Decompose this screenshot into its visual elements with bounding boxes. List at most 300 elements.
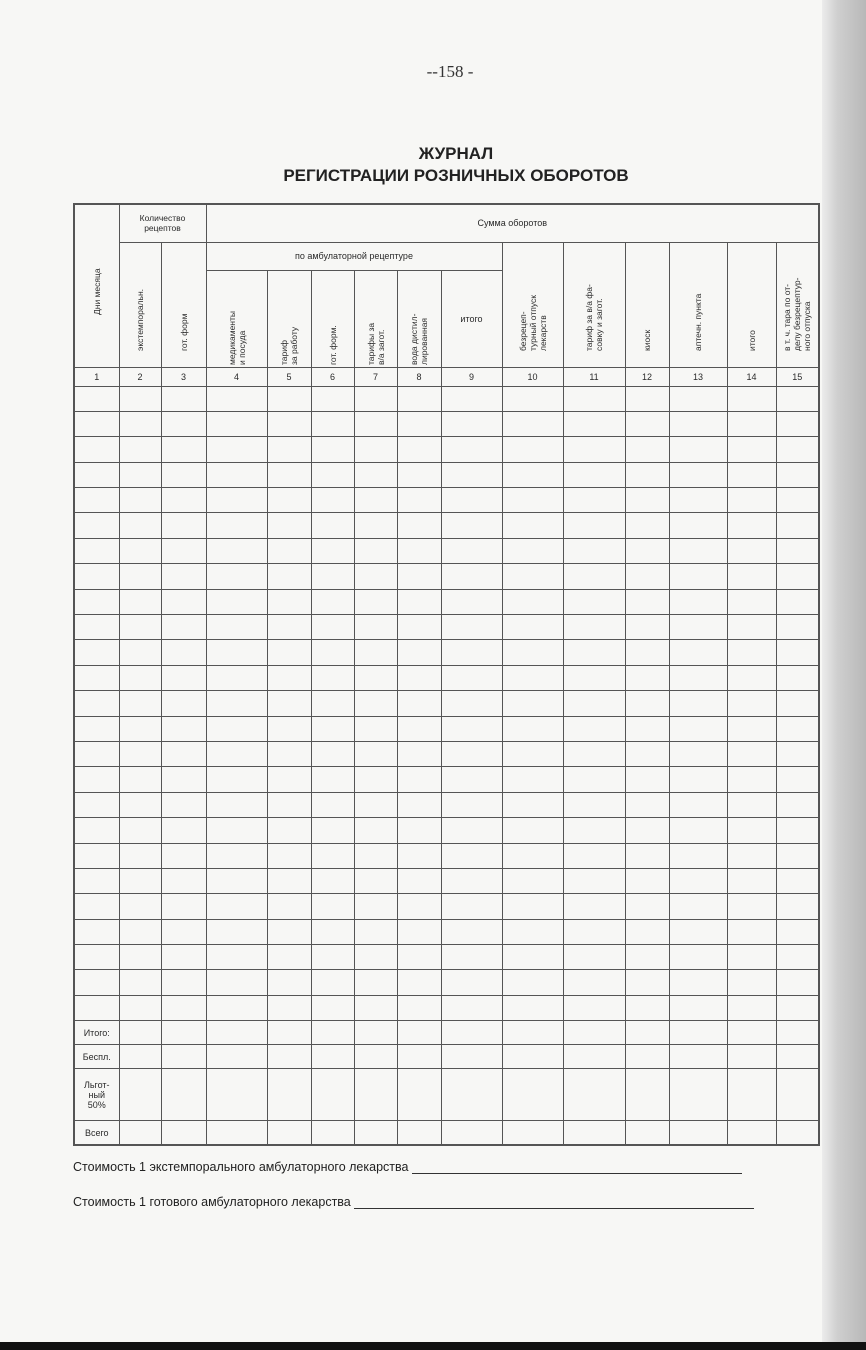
empty-cell[interactable] (267, 462, 311, 487)
empty-cell[interactable] (669, 716, 727, 741)
empty-cell[interactable] (119, 995, 161, 1020)
empty-cell[interactable] (206, 970, 267, 995)
empty-cell[interactable] (669, 564, 727, 589)
empty-cell[interactable] (267, 589, 311, 614)
empty-cell[interactable] (397, 564, 441, 589)
empty-cell[interactable] (311, 792, 354, 817)
empty-cell[interactable] (161, 564, 206, 589)
empty-cell[interactable] (563, 462, 625, 487)
empty-cell[interactable] (776, 386, 819, 411)
empty-cell[interactable] (397, 665, 441, 690)
empty-cell[interactable] (397, 767, 441, 792)
empty-cell[interactable] (74, 513, 119, 538)
empty-cell[interactable] (397, 488, 441, 513)
empty-cell[interactable] (625, 970, 669, 995)
empty-cell[interactable] (119, 767, 161, 792)
empty-cell[interactable] (161, 640, 206, 665)
empty-cell[interactable] (563, 615, 625, 640)
empty-cell[interactable] (74, 767, 119, 792)
empty-cell[interactable] (441, 894, 502, 919)
empty-cell[interactable] (354, 995, 397, 1020)
empty-cell[interactable] (354, 437, 397, 462)
empty-cell[interactable] (669, 386, 727, 411)
empty-cell[interactable] (397, 995, 441, 1020)
empty-cell[interactable] (354, 488, 397, 513)
empty-cell[interactable] (74, 894, 119, 919)
empty-cell[interactable] (206, 640, 267, 665)
empty-cell[interactable] (441, 462, 502, 487)
empty-cell[interactable] (776, 818, 819, 843)
empty-cell[interactable] (311, 538, 354, 563)
empty-cell[interactable] (354, 691, 397, 716)
empty-cell[interactable] (354, 462, 397, 487)
empty-cell[interactable] (267, 741, 311, 766)
empty-cell[interactable] (206, 995, 267, 1020)
empty-cell[interactable] (119, 437, 161, 462)
empty-cell[interactable] (74, 411, 119, 436)
empty-cell[interactable] (625, 741, 669, 766)
empty-cell[interactable] (441, 615, 502, 640)
empty-cell[interactable] (311, 995, 354, 1020)
empty-cell[interactable] (206, 386, 267, 411)
empty-cell[interactable] (354, 665, 397, 690)
empty-cell[interactable] (727, 513, 776, 538)
empty-cell[interactable] (206, 716, 267, 741)
empty-cell[interactable] (669, 538, 727, 563)
empty-cell[interactable] (502, 538, 563, 563)
empty-cell[interactable] (563, 411, 625, 436)
empty-cell[interactable] (669, 970, 727, 995)
empty-cell[interactable] (776, 488, 819, 513)
empty-cell[interactable] (502, 462, 563, 487)
empty-cell[interactable] (669, 792, 727, 817)
empty-cell[interactable] (727, 691, 776, 716)
empty-cell[interactable] (776, 437, 819, 462)
empty-cell[interactable] (161, 843, 206, 868)
empty-cell[interactable] (206, 437, 267, 462)
empty-cell[interactable] (354, 945, 397, 970)
empty-cell[interactable] (397, 640, 441, 665)
empty-cell[interactable] (727, 386, 776, 411)
empty-cell[interactable] (669, 411, 727, 436)
empty-cell[interactable] (502, 513, 563, 538)
empty-cell[interactable] (161, 386, 206, 411)
empty-cell[interactable] (727, 564, 776, 589)
empty-cell[interactable] (267, 640, 311, 665)
empty-cell[interactable] (354, 818, 397, 843)
empty-cell[interactable] (727, 741, 776, 766)
empty-cell[interactable] (119, 716, 161, 741)
empty-cell[interactable] (354, 640, 397, 665)
empty-cell[interactable] (625, 894, 669, 919)
empty-cell[interactable] (354, 767, 397, 792)
empty-cell[interactable] (206, 894, 267, 919)
empty-cell[interactable] (669, 589, 727, 614)
empty-cell[interactable] (311, 640, 354, 665)
empty-cell[interactable] (625, 716, 669, 741)
empty-cell[interactable] (397, 615, 441, 640)
empty-cell[interactable] (441, 767, 502, 792)
empty-cell[interactable] (776, 945, 819, 970)
empty-cell[interactable] (502, 818, 563, 843)
empty-cell[interactable] (727, 716, 776, 741)
empty-cell[interactable] (502, 640, 563, 665)
empty-cell[interactable] (119, 615, 161, 640)
empty-cell[interactable] (563, 995, 625, 1020)
empty-cell[interactable] (776, 615, 819, 640)
empty-cell[interactable] (563, 919, 625, 944)
empty-cell[interactable] (119, 386, 161, 411)
empty-cell[interactable] (119, 665, 161, 690)
empty-cell[interactable] (502, 615, 563, 640)
empty-cell[interactable] (727, 945, 776, 970)
empty-cell[interactable] (625, 513, 669, 538)
empty-cell[interactable] (776, 995, 819, 1020)
empty-cell[interactable] (206, 488, 267, 513)
empty-cell[interactable] (74, 437, 119, 462)
empty-cell[interactable] (119, 741, 161, 766)
empty-cell[interactable] (776, 716, 819, 741)
empty-cell[interactable] (74, 691, 119, 716)
empty-cell[interactable] (74, 462, 119, 487)
empty-cell[interactable] (563, 767, 625, 792)
empty-cell[interactable] (669, 868, 727, 893)
empty-cell[interactable] (776, 868, 819, 893)
empty-cell[interactable] (206, 411, 267, 436)
empty-cell[interactable] (776, 640, 819, 665)
empty-cell[interactable] (669, 919, 727, 944)
empty-cell[interactable] (354, 868, 397, 893)
empty-cell[interactable] (441, 437, 502, 462)
empty-cell[interactable] (625, 589, 669, 614)
empty-cell[interactable] (563, 792, 625, 817)
empty-cell[interactable] (441, 843, 502, 868)
empty-cell[interactable] (563, 513, 625, 538)
empty-cell[interactable] (727, 462, 776, 487)
empty-cell[interactable] (206, 564, 267, 589)
empty-cell[interactable] (669, 741, 727, 766)
empty-cell[interactable] (727, 488, 776, 513)
empty-cell[interactable] (119, 589, 161, 614)
empty-cell[interactable] (669, 843, 727, 868)
empty-cell[interactable] (267, 945, 311, 970)
empty-cell[interactable] (625, 945, 669, 970)
empty-cell[interactable] (441, 386, 502, 411)
empty-cell[interactable] (354, 513, 397, 538)
empty-cell[interactable] (625, 615, 669, 640)
empty-cell[interactable] (441, 919, 502, 944)
empty-cell[interactable] (669, 437, 727, 462)
empty-cell[interactable] (441, 970, 502, 995)
empty-cell[interactable] (727, 615, 776, 640)
empty-cell[interactable] (502, 437, 563, 462)
empty-cell[interactable] (776, 513, 819, 538)
empty-cell[interactable] (311, 564, 354, 589)
empty-cell[interactable] (502, 843, 563, 868)
empty-cell[interactable] (161, 488, 206, 513)
empty-cell[interactable] (776, 589, 819, 614)
empty-cell[interactable] (354, 792, 397, 817)
empty-cell[interactable] (267, 843, 311, 868)
empty-cell[interactable] (161, 513, 206, 538)
empty-cell[interactable] (441, 640, 502, 665)
empty-cell[interactable] (311, 818, 354, 843)
empty-cell[interactable] (311, 868, 354, 893)
empty-cell[interactable] (441, 538, 502, 563)
empty-cell[interactable] (267, 716, 311, 741)
empty-cell[interactable] (776, 767, 819, 792)
empty-cell[interactable] (397, 691, 441, 716)
empty-cell[interactable] (669, 894, 727, 919)
empty-cell[interactable] (625, 792, 669, 817)
empty-cell[interactable] (441, 818, 502, 843)
empty-cell[interactable] (354, 589, 397, 614)
empty-cell[interactable] (625, 995, 669, 1020)
empty-cell[interactable] (354, 894, 397, 919)
empty-cell[interactable] (441, 513, 502, 538)
empty-cell[interactable] (502, 589, 563, 614)
empty-cell[interactable] (74, 564, 119, 589)
empty-cell[interactable] (74, 589, 119, 614)
empty-cell[interactable] (563, 538, 625, 563)
empty-cell[interactable] (119, 945, 161, 970)
empty-cell[interactable] (311, 691, 354, 716)
empty-cell[interactable] (625, 462, 669, 487)
empty-cell[interactable] (119, 513, 161, 538)
fill-in-line[interactable] (412, 1161, 742, 1174)
empty-cell[interactable] (119, 843, 161, 868)
empty-cell[interactable] (311, 919, 354, 944)
empty-cell[interactable] (397, 919, 441, 944)
empty-cell[interactable] (161, 411, 206, 436)
empty-cell[interactable] (563, 386, 625, 411)
empty-cell[interactable] (267, 691, 311, 716)
empty-cell[interactable] (441, 411, 502, 436)
empty-cell[interactable] (727, 665, 776, 690)
empty-cell[interactable] (397, 513, 441, 538)
empty-cell[interactable] (311, 488, 354, 513)
empty-cell[interactable] (441, 665, 502, 690)
empty-cell[interactable] (267, 767, 311, 792)
empty-cell[interactable] (267, 615, 311, 640)
empty-cell[interactable] (74, 970, 119, 995)
empty-cell[interactable] (311, 970, 354, 995)
empty-cell[interactable] (74, 640, 119, 665)
empty-cell[interactable] (161, 818, 206, 843)
empty-cell[interactable] (311, 767, 354, 792)
empty-cell[interactable] (727, 919, 776, 944)
empty-cell[interactable] (625, 767, 669, 792)
empty-cell[interactable] (206, 691, 267, 716)
empty-cell[interactable] (441, 691, 502, 716)
empty-cell[interactable] (502, 411, 563, 436)
empty-cell[interactable] (74, 386, 119, 411)
empty-cell[interactable] (776, 843, 819, 868)
empty-cell[interactable] (563, 691, 625, 716)
empty-cell[interactable] (354, 919, 397, 944)
empty-cell[interactable] (727, 411, 776, 436)
empty-cell[interactable] (74, 843, 119, 868)
empty-cell[interactable] (161, 970, 206, 995)
empty-cell[interactable] (669, 462, 727, 487)
empty-cell[interactable] (441, 868, 502, 893)
empty-cell[interactable] (206, 462, 267, 487)
empty-cell[interactable] (397, 589, 441, 614)
empty-cell[interactable] (625, 818, 669, 843)
empty-cell[interactable] (727, 538, 776, 563)
empty-cell[interactable] (161, 767, 206, 792)
empty-cell[interactable] (206, 919, 267, 944)
empty-cell[interactable] (397, 970, 441, 995)
empty-cell[interactable] (267, 564, 311, 589)
empty-cell[interactable] (267, 894, 311, 919)
empty-cell[interactable] (776, 970, 819, 995)
empty-cell[interactable] (502, 665, 563, 690)
empty-cell[interactable] (74, 615, 119, 640)
empty-cell[interactable] (267, 437, 311, 462)
empty-cell[interactable] (161, 615, 206, 640)
empty-cell[interactable] (669, 665, 727, 690)
empty-cell[interactable] (625, 919, 669, 944)
empty-cell[interactable] (267, 818, 311, 843)
empty-cell[interactable] (563, 843, 625, 868)
empty-cell[interactable] (119, 640, 161, 665)
empty-cell[interactable] (206, 538, 267, 563)
empty-cell[interactable] (441, 716, 502, 741)
empty-cell[interactable] (776, 741, 819, 766)
empty-cell[interactable] (354, 538, 397, 563)
empty-cell[interactable] (267, 919, 311, 944)
empty-cell[interactable] (206, 513, 267, 538)
empty-cell[interactable] (267, 792, 311, 817)
empty-cell[interactable] (74, 945, 119, 970)
empty-cell[interactable] (669, 615, 727, 640)
empty-cell[interactable] (776, 538, 819, 563)
empty-cell[interactable] (625, 488, 669, 513)
empty-cell[interactable] (74, 919, 119, 944)
empty-cell[interactable] (397, 792, 441, 817)
empty-cell[interactable] (397, 945, 441, 970)
empty-cell[interactable] (669, 767, 727, 792)
empty-cell[interactable] (311, 437, 354, 462)
empty-cell[interactable] (267, 665, 311, 690)
empty-cell[interactable] (311, 741, 354, 766)
empty-cell[interactable] (776, 462, 819, 487)
empty-cell[interactable] (354, 386, 397, 411)
empty-cell[interactable] (311, 386, 354, 411)
empty-cell[interactable] (74, 818, 119, 843)
empty-cell[interactable] (354, 843, 397, 868)
empty-cell[interactable] (727, 970, 776, 995)
empty-cell[interactable] (727, 767, 776, 792)
empty-cell[interactable] (311, 665, 354, 690)
empty-cell[interactable] (563, 741, 625, 766)
empty-cell[interactable] (727, 437, 776, 462)
empty-cell[interactable] (669, 513, 727, 538)
empty-cell[interactable] (74, 995, 119, 1020)
empty-cell[interactable] (206, 945, 267, 970)
empty-cell[interactable] (206, 767, 267, 792)
empty-cell[interactable] (119, 792, 161, 817)
empty-cell[interactable] (441, 564, 502, 589)
empty-cell[interactable] (267, 970, 311, 995)
empty-cell[interactable] (161, 894, 206, 919)
empty-cell[interactable] (119, 564, 161, 589)
empty-cell[interactable] (502, 868, 563, 893)
empty-cell[interactable] (397, 538, 441, 563)
empty-cell[interactable] (354, 411, 397, 436)
empty-cell[interactable] (727, 589, 776, 614)
empty-cell[interactable] (502, 970, 563, 995)
empty-cell[interactable] (776, 665, 819, 690)
empty-cell[interactable] (161, 437, 206, 462)
empty-cell[interactable] (311, 843, 354, 868)
empty-cell[interactable] (119, 462, 161, 487)
empty-cell[interactable] (161, 945, 206, 970)
empty-cell[interactable] (119, 919, 161, 944)
empty-cell[interactable] (563, 564, 625, 589)
empty-cell[interactable] (119, 894, 161, 919)
empty-cell[interactable] (441, 792, 502, 817)
empty-cell[interactable] (441, 945, 502, 970)
empty-cell[interactable] (397, 741, 441, 766)
empty-cell[interactable] (267, 538, 311, 563)
empty-cell[interactable] (727, 894, 776, 919)
empty-cell[interactable] (397, 868, 441, 893)
empty-cell[interactable] (206, 868, 267, 893)
empty-cell[interactable] (625, 538, 669, 563)
empty-cell[interactable] (502, 767, 563, 792)
empty-cell[interactable] (161, 538, 206, 563)
empty-cell[interactable] (776, 564, 819, 589)
empty-cell[interactable] (354, 564, 397, 589)
empty-cell[interactable] (625, 868, 669, 893)
empty-cell[interactable] (206, 741, 267, 766)
empty-cell[interactable] (74, 665, 119, 690)
empty-cell[interactable] (311, 615, 354, 640)
empty-cell[interactable] (74, 538, 119, 563)
empty-cell[interactable] (206, 665, 267, 690)
empty-cell[interactable] (119, 488, 161, 513)
empty-cell[interactable] (502, 995, 563, 1020)
empty-cell[interactable] (441, 995, 502, 1020)
empty-cell[interactable] (267, 411, 311, 436)
empty-cell[interactable] (625, 843, 669, 868)
empty-cell[interactable] (74, 488, 119, 513)
empty-cell[interactable] (397, 843, 441, 868)
empty-cell[interactable] (119, 411, 161, 436)
empty-cell[interactable] (625, 564, 669, 589)
empty-cell[interactable] (727, 868, 776, 893)
empty-cell[interactable] (776, 691, 819, 716)
empty-cell[interactable] (563, 589, 625, 614)
empty-cell[interactable] (397, 411, 441, 436)
empty-cell[interactable] (354, 741, 397, 766)
empty-cell[interactable] (161, 868, 206, 893)
empty-cell[interactable] (727, 640, 776, 665)
empty-cell[interactable] (776, 894, 819, 919)
empty-cell[interactable] (267, 488, 311, 513)
empty-cell[interactable] (625, 411, 669, 436)
empty-cell[interactable] (502, 919, 563, 944)
fill-in-line[interactable] (354, 1196, 754, 1209)
empty-cell[interactable] (397, 716, 441, 741)
empty-cell[interactable] (206, 589, 267, 614)
empty-cell[interactable] (119, 970, 161, 995)
empty-cell[interactable] (669, 488, 727, 513)
empty-cell[interactable] (397, 462, 441, 487)
empty-cell[interactable] (625, 691, 669, 716)
